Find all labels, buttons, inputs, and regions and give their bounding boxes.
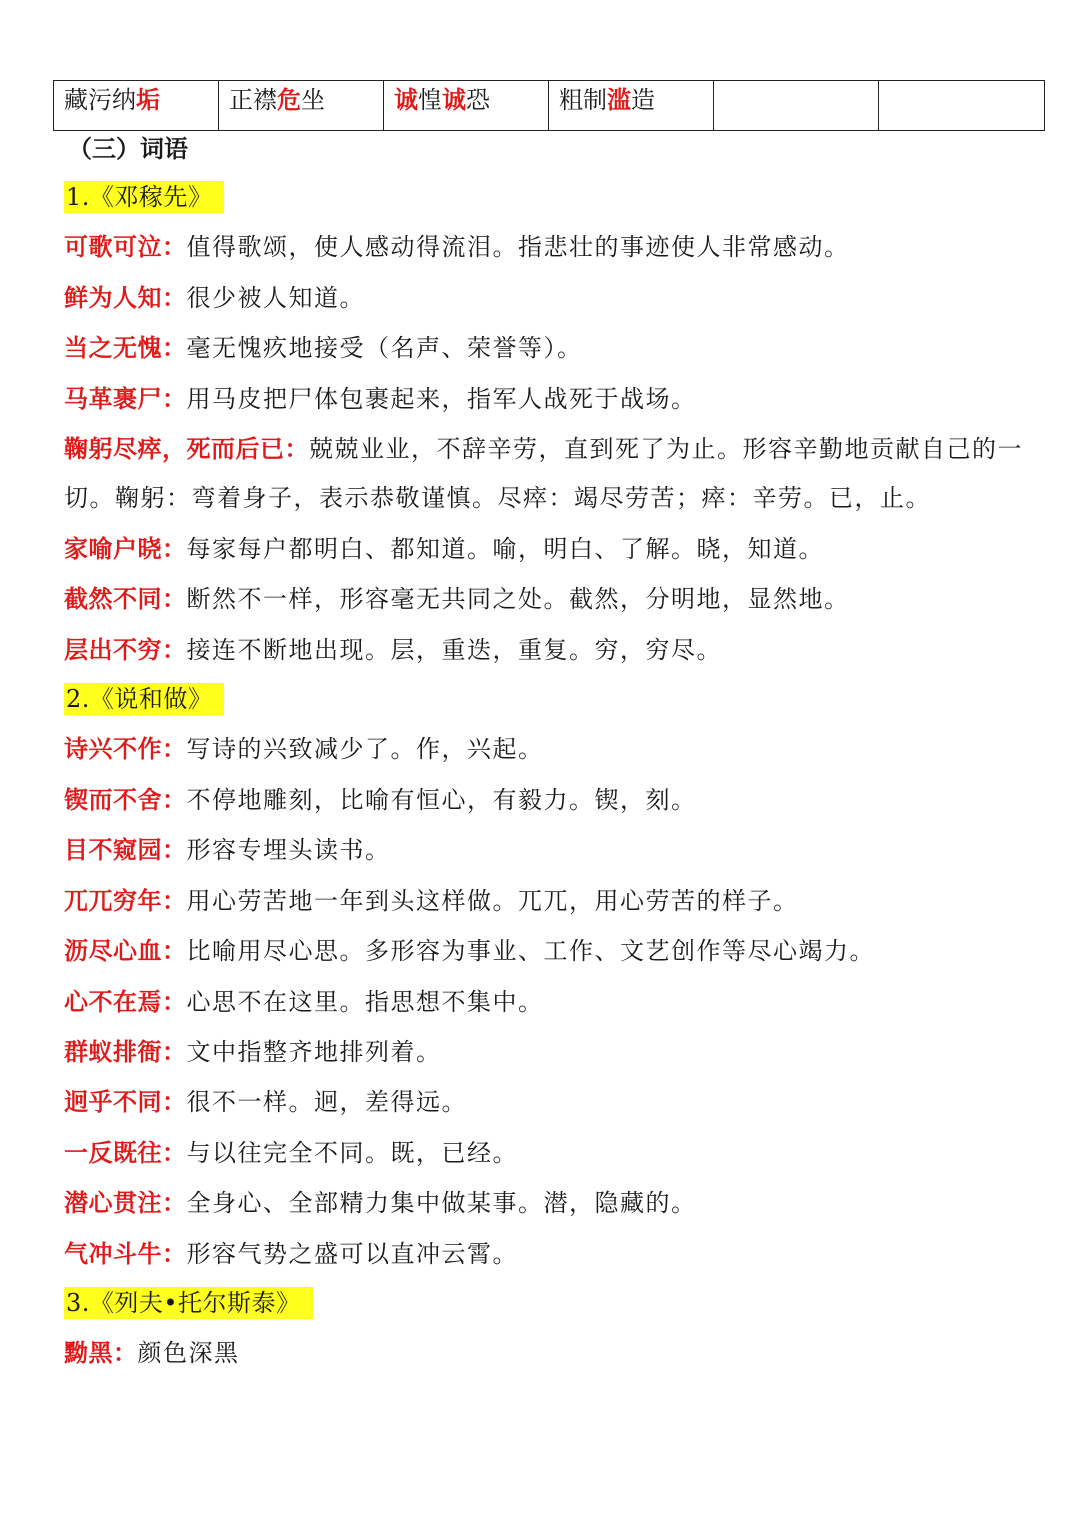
table-cell (54, 81, 219, 130)
cell-text: 惶 (418, 86, 442, 114)
vocab-term: 马革裹尸： (64, 383, 187, 413)
vocab-entry (64, 1077, 1024, 1127)
vocab-definition: 形容专埋头读书。 (186, 836, 391, 865)
cell-text: 造 (631, 86, 655, 114)
vocab-definition: 断然不一样，形容毫无共同之处。截然，分明地，显然地。 (186, 585, 850, 614)
vocab-entry (64, 926, 1024, 976)
cell-text: 粗制 (559, 86, 607, 114)
table-cell-empty (714, 81, 879, 130)
vocab-definition: 很少被人知道。 (186, 283, 365, 312)
table-cell (219, 81, 384, 130)
vocab-term: 鲜为人知： (64, 282, 187, 312)
vocab-definition: 值得歌颂，使人感动得流泪。指悲壮的事迹使人非常感动。 (186, 233, 850, 262)
vocab-definition: 兢兢业业，不辞辛劳，直到死了为止。形容辛勤地贡献自己的一切。鞠躬：弯着身子，表示恭敬谨慎。尽瘁：竭尽劳苦；瘁：辛劳。已，止。 (64, 435, 1023, 513)
vocab-term: 家喻户晓： (64, 533, 187, 563)
vocab-term: 截然不同： (64, 584, 187, 614)
vocab-term: 兀兀穷年： (64, 885, 187, 915)
vocab-entry (64, 222, 1024, 272)
vocab-definition: 不停地雕刻，比喻有恒心，有毅力。锲，刻。 (186, 785, 697, 814)
cell-text: 坐 (301, 86, 325, 114)
cell-highlight-char: 诚 (394, 85, 418, 114)
vocab-entry (64, 1027, 1024, 1077)
vocab-definition: 心思不在这里。指思想不集中。 (186, 987, 544, 1016)
vocab-definition: 文中指整齐地排列着。 (186, 1037, 442, 1066)
cell-text: 正襟 (229, 86, 277, 114)
vocab-term: 迥乎不同： (64, 1087, 187, 1117)
table-cell (384, 81, 549, 130)
vocab-entry (64, 1328, 1024, 1378)
lesson-heading-text: 2.《说和做》 (64, 683, 224, 715)
vocab-definition: 与以往完全不同。既，已经。 (186, 1138, 518, 1167)
vocab-term: 黝黑： (64, 1338, 138, 1368)
cell-highlight-char: 危 (277, 85, 301, 114)
lesson-heading-text: 1.《邓稼先》 (64, 181, 224, 213)
vocab-definition: 每家每户都明白、都知道。喻，明白、了解。晓，知道。 (186, 534, 824, 563)
vocab-definition: 形容气势之盛可以直冲云霄。 (186, 1239, 518, 1268)
table-cell (549, 81, 714, 130)
vocab-term: 鞠躬尽瘁，死而后已： (64, 434, 309, 464)
vocab-term: 当之无愧： (64, 333, 187, 363)
vocab-entry (64, 724, 1024, 774)
vocab-entry (64, 574, 1024, 624)
vocab-term: 潜心贯注： (64, 1188, 187, 1218)
vocab-entry (64, 775, 1024, 825)
cell-highlight-char: 垢 (136, 85, 160, 114)
cell-text: 藏污纳 (64, 86, 136, 114)
vocab-entry (64, 273, 1024, 323)
vocab-entry (64, 1178, 1024, 1228)
vocab-entry (64, 374, 1024, 424)
lesson-heading-1 (64, 173, 1024, 222)
vocab-term: 群蚁排衙： (64, 1036, 187, 1066)
vocab-entry (64, 1229, 1024, 1279)
vocab-term: 目不窥园： (64, 835, 187, 865)
vocab-definition: 写诗的兴致减少了。作，兴起。 (186, 735, 544, 764)
cell-text: 恐 (466, 86, 490, 114)
lesson-heading-3 (64, 1279, 1024, 1328)
vocab-definition: 用马皮把尸体包裹起来，指军人战死于战场。 (186, 384, 697, 413)
vocab-definition: 很不一样。迥，差得远。 (186, 1088, 467, 1117)
vocab-entry (64, 825, 1024, 875)
vocab-entry (64, 1128, 1024, 1178)
vocab-definition: 全身心、全部精力集中做某事。潜，隐藏的。 (186, 1189, 697, 1218)
vocab-entry (64, 876, 1024, 926)
vocab-term: 沥尽心血： (64, 936, 187, 966)
vocab-entry (64, 323, 1024, 373)
vocab-definition: 接连不断地出现。层，重迭，重复。穷，穷尽。 (186, 635, 722, 664)
cell-highlight-char: 滥 (607, 85, 631, 114)
vocab-term: 可歌可泣： (64, 232, 187, 262)
table-cell-empty (879, 81, 1044, 130)
section-title: （三）词语 (68, 134, 188, 163)
vocab-term: 层出不穷： (64, 634, 187, 664)
vocab-entry (64, 424, 1024, 524)
vocab-definition: 比喻用尽心思。多形容为事业、工作、文艺创作等尽心竭力。 (186, 937, 875, 966)
vocab-term: 心不在焉： (64, 986, 187, 1016)
lesson-heading-text: 3.《列夫•托尔斯泰》 (64, 1287, 313, 1319)
vocab-term: 一反既往： (64, 1137, 187, 1167)
vocab-definition: 颜色深黑 (137, 1339, 240, 1368)
vocab-entry (64, 977, 1024, 1027)
vocab-entry (64, 625, 1024, 675)
vocab-term: 诗兴不作： (64, 734, 187, 764)
vocab-term: 气冲斗牛： (64, 1238, 187, 1268)
lesson-heading-2 (64, 675, 1024, 724)
vocabulary-section (64, 124, 1024, 1379)
vocab-definition: 用心劳苦地一年到头这样做。兀兀，用心劳苦的样子。 (186, 886, 799, 915)
cell-highlight-char: 诚 (442, 85, 466, 114)
vocab-definition: 毫无愧疚地接受（名声、荣誉等）。 (186, 334, 583, 363)
vocab-entry (64, 524, 1024, 574)
vocab-term: 锲而不舍： (64, 784, 187, 814)
